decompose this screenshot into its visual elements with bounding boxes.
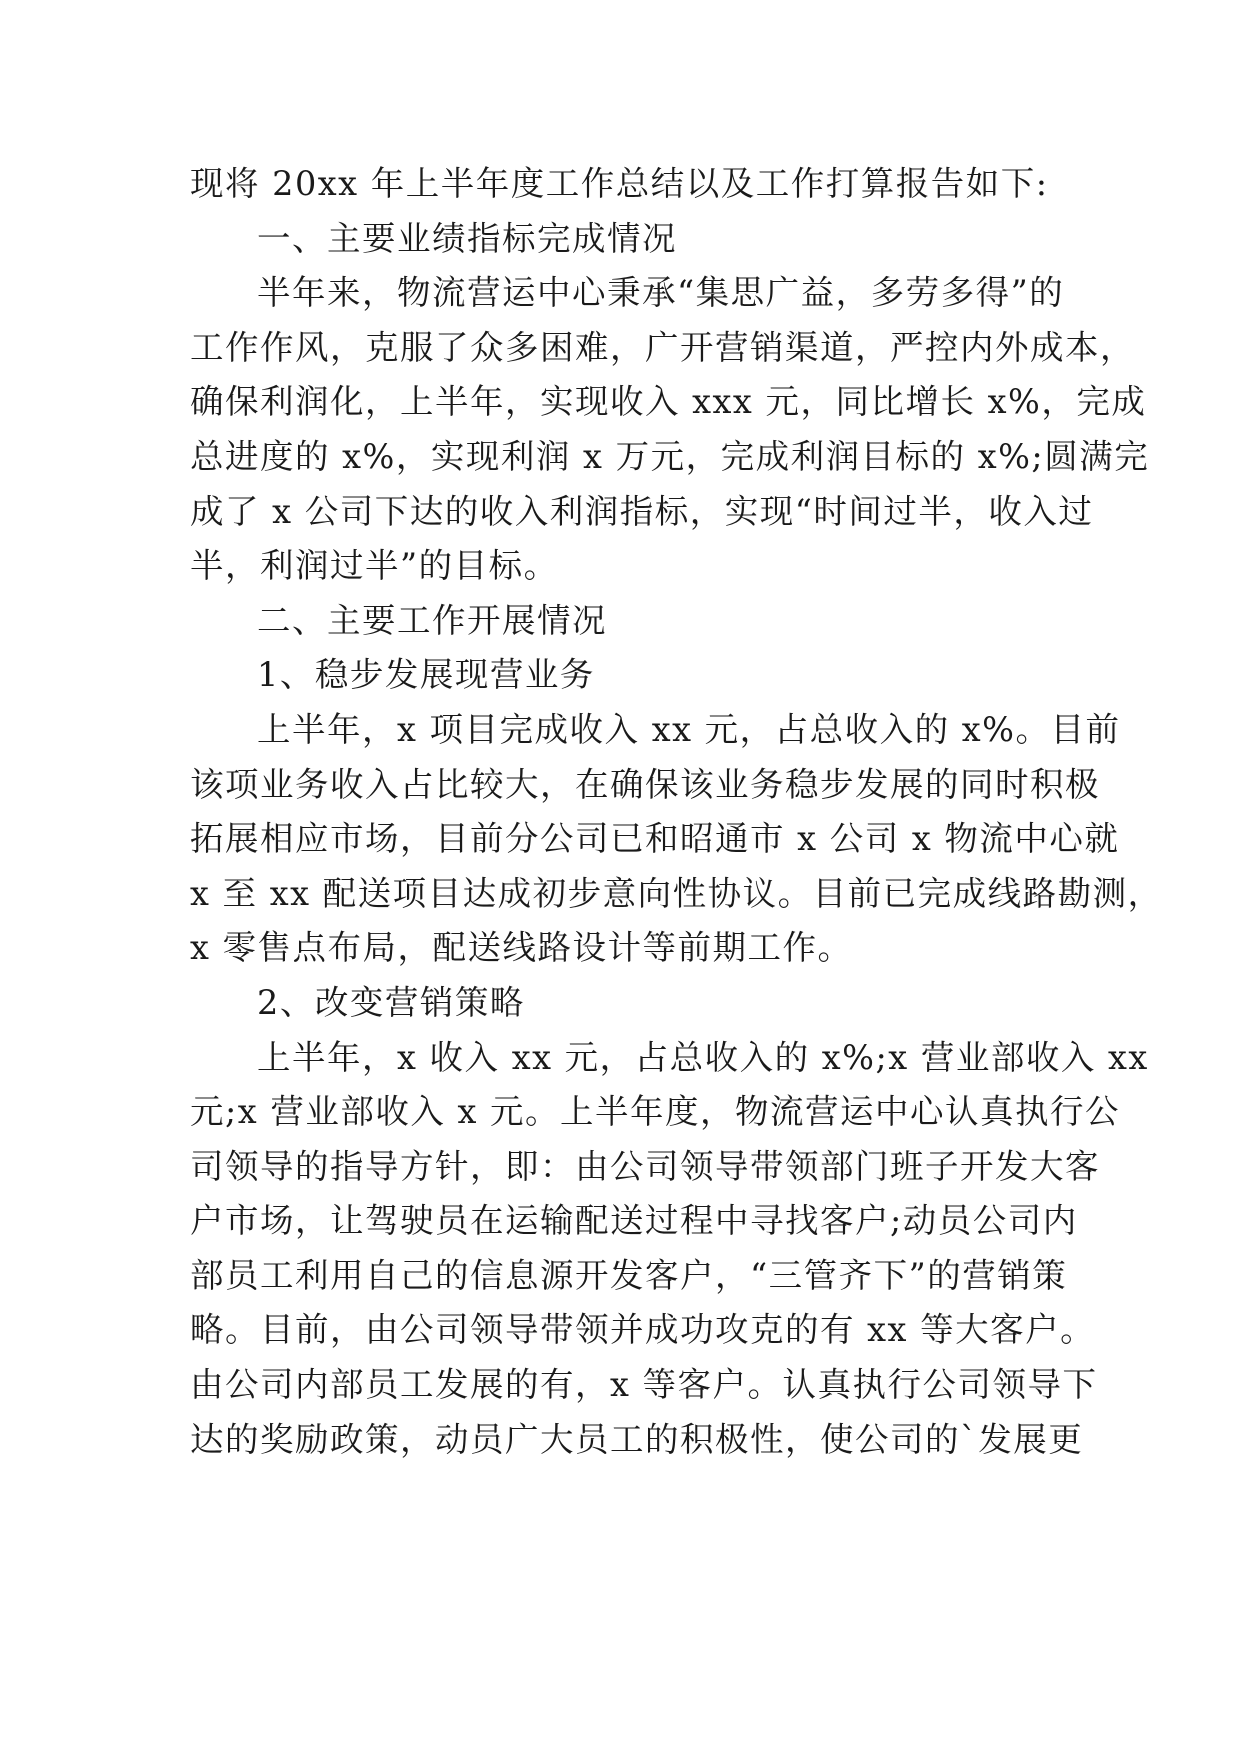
- text-line: 确保利润化，上半年，实现收入 xxx 元，同比增长 x%，完成: [190, 382, 1147, 422]
- text-line: x 至 xx 配送项目达成初步意向性协议。目前已完成线路勘测，: [190, 873, 1163, 913]
- text-line: 该项业务收入占比较大，在确保该业务稳步发展的同时积极: [190, 764, 1100, 804]
- section-heading-2: 二、主要工作开展情况: [257, 600, 607, 640]
- text-line: 部员工利用自己的信息源开发客户，“三管齐下”的营销策: [190, 1255, 1068, 1295]
- text-line: 元;x 营业部收入 x 元。上半年度，物流营运中心认真执行公: [190, 1092, 1121, 1132]
- text-line: 现将 20xx 年上半年度工作总结以及工作打算报告如下:: [190, 164, 1049, 203]
- text-line: 半年来，物流营运中心秉承“集思广益，多劳多得”的: [257, 273, 1065, 313]
- text-line: 成了 x 公司下达的收入利润指标，实现“时间过半，收入过: [190, 491, 1094, 531]
- subsection-heading-2: 2、改变营销策略: [257, 982, 525, 1022]
- subsection-heading-1: 1、稳步发展现营业务: [257, 655, 595, 695]
- text-line: 拓展相应市场，目前分公司已和昭通市 x 公司 x 物流中心就: [190, 819, 1120, 859]
- text-line: 上半年，x 项目完成收入 xx 元，占总收入的 x%。目前: [257, 709, 1121, 749]
- document-body: [190, 157, 1163, 1467]
- text-line: 略。目前，由公司领导带领并成功攻克的有 xx 等大客户。: [190, 1310, 1096, 1350]
- text-line: 户市场，让驾驶员在运输配送过程中寻找客户;动员公司内: [190, 1201, 1078, 1241]
- text-line: 上半年，x 收入 xx 元，占总收入的 x%;x 营业部收入 xx: [257, 1037, 1149, 1077]
- text-line: 司领导的指导方针，即：由公司领导带领部门班子开发大客: [190, 1146, 1100, 1186]
- text-line: 由公司内部员工发展的有，x 等客户。认真执行公司领导下: [190, 1365, 1098, 1405]
- text-line: 总进度的 x%，实现利润 x 万元，完成利润目标的 x%;圆满完: [190, 436, 1150, 476]
- text-line: 达的奖励政策，动员广大员工的积极性，使公司的`发展更: [190, 1419, 1084, 1459]
- text-line: 工作作风，克服了众多困难，广开营销渠道，严控内外成本，: [190, 327, 1135, 367]
- text-line: 半，利润过半”的目标。: [190, 546, 559, 586]
- section-heading-1: 一、主要业绩指标完成情况: [257, 218, 677, 258]
- text-line: x 零售点布局，配送线路设计等前期工作。: [190, 928, 853, 968]
